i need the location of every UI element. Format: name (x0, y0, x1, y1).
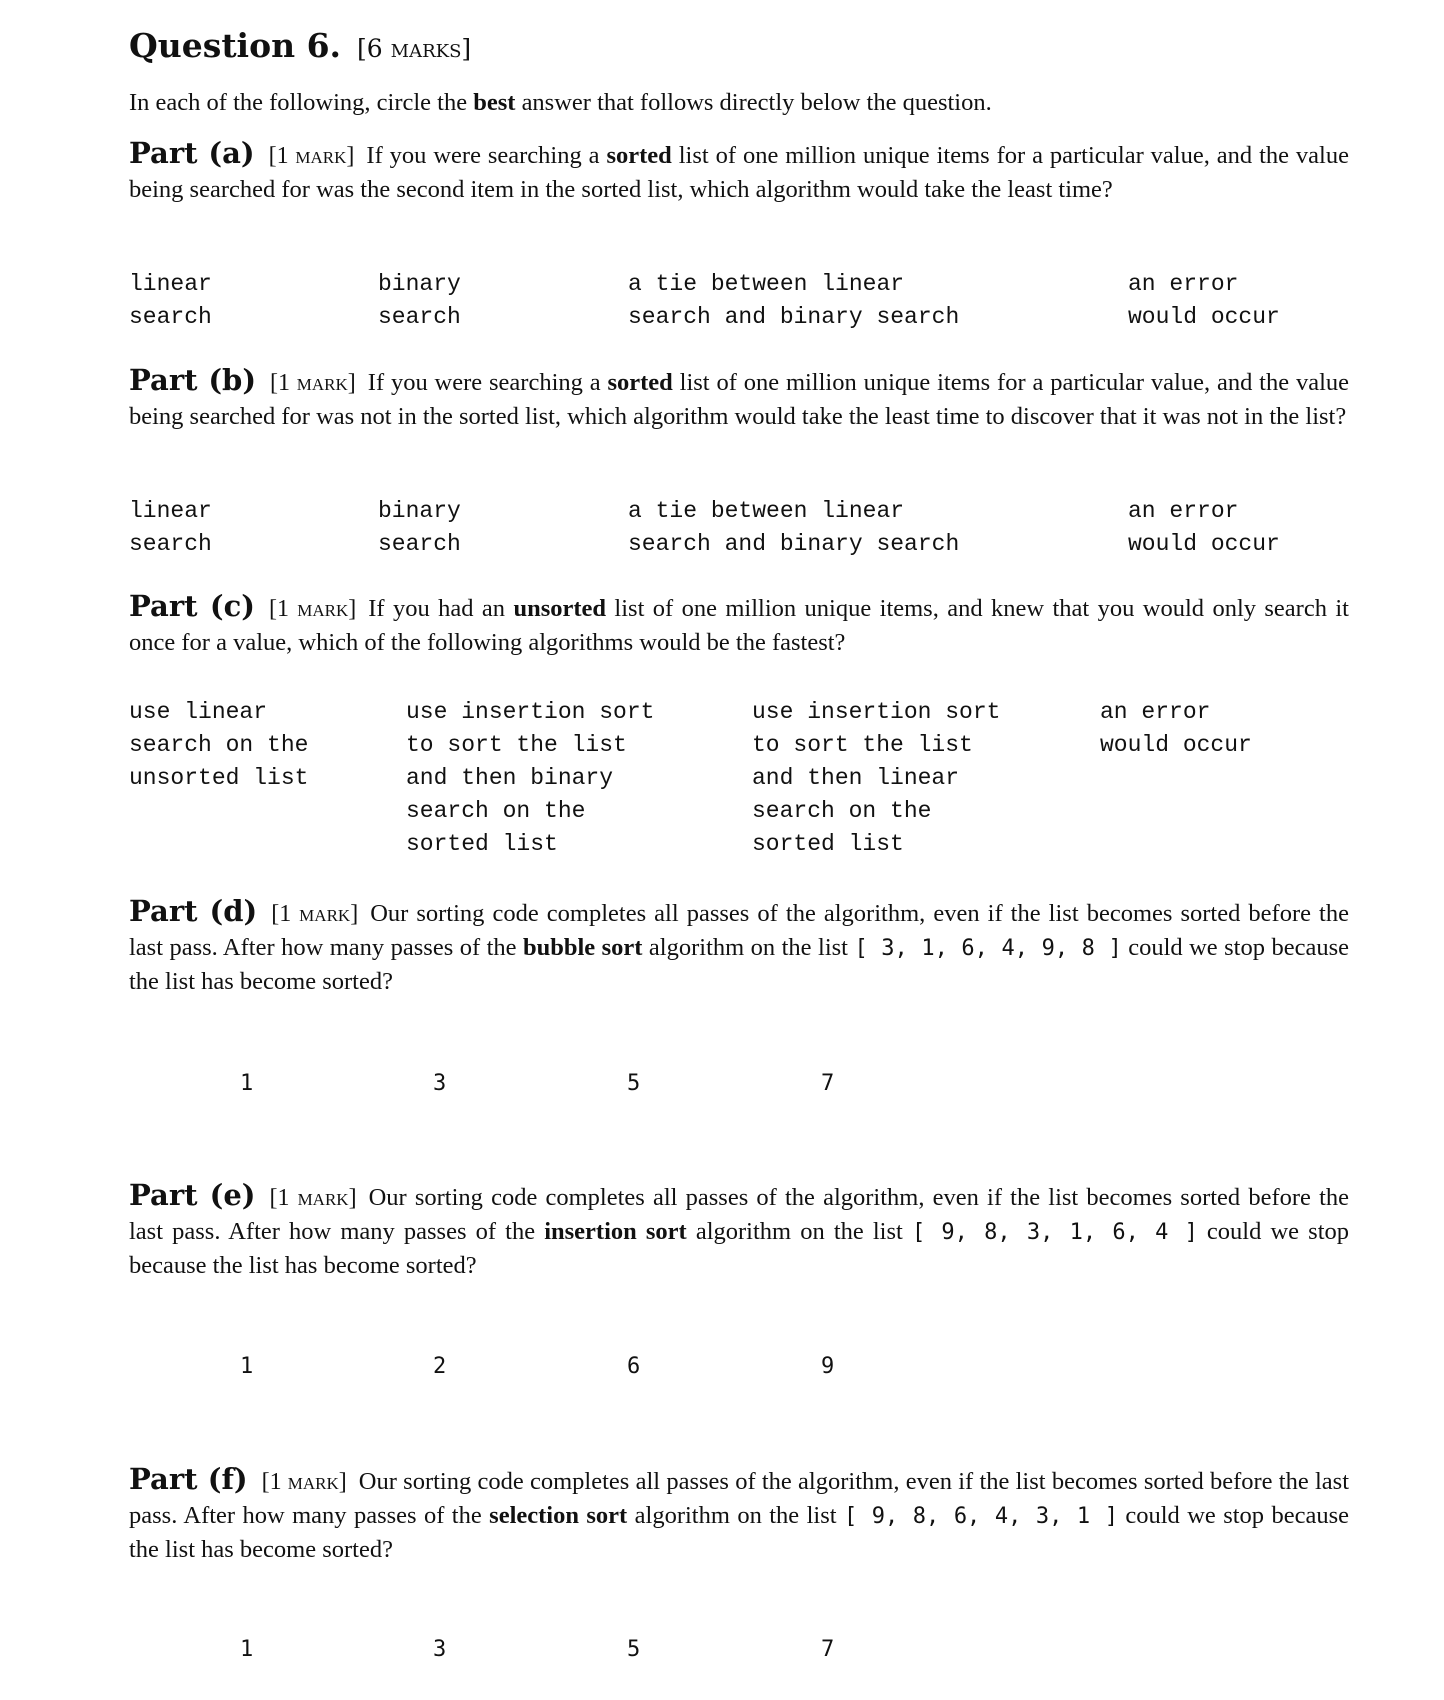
part-f-question: Part (f) [1 mark] Our sorting code completes all passes of the algorithm, even if the list becomes sorted before the last pass. After how many passes of the selection sort algorithm on the list [ 9, 8, 6, 4, 3, 1 ] could we stop because the list has become sorted? (129, 1462, 1350, 1563)
part-a-option-2[interactable]: binary search (378, 271, 461, 330)
part-b-option-3[interactable]: a tie between linear search and binary search (628, 498, 960, 557)
part-a-option-3[interactable]: a tie between linear search and binary search (628, 271, 960, 330)
part-c-option-1[interactable]: use linear search on the unsorted list (129, 699, 309, 791)
part-e-question: Part (e) [1 mark] Our sorting code completes all passes of the algorithm, even if the list becomes sorted before the last pass. After how many passes of the insertion sort algorithm on the list [ 9, 8, 3, 1, 6, 4 ] could we stop because the list has become sorted? (129, 1178, 1350, 1279)
part-e-option-2[interactable]: 2 (433, 1354, 447, 1379)
part-a-option-1[interactable]: linear search (129, 271, 212, 330)
part-b-option-4[interactable]: an error would occur (1128, 498, 1280, 557)
part-c-option-2[interactable]: use insertion sort to sort the list and then binary search on the sorted list (406, 699, 655, 857)
part-d-option-4[interactable]: 7 (821, 1071, 835, 1096)
part-a-label: Part (a) (129, 136, 255, 170)
part-d-list: [ 3, 1, 6, 4, 9, 8 ] (854, 936, 1122, 961)
part-d-question: Part (d) [1 mark] Our sorting code completes all passes of the algorithm, even if the list becomes sorted before the last pass. After how many passes of the bubble sort algorithm on the list [ 3, 1, 6, 4, 9, 8 ] could we stop because the list has become sorted? (129, 894, 1349, 995)
part-c-option-3[interactable]: use insertion sort to sort the list and then linear search on the sorted list (752, 699, 1001, 857)
part-c-question: Part (c) [1 mark] If you had an unsorted list of one million unique items, and knew that you would only search it once for a value, which of the following algorithms would be the fastest? (129, 589, 1349, 656)
part-e-label: Part (e) (129, 1178, 256, 1212)
part-e-option-1[interactable]: 1 (240, 1354, 254, 1379)
part-b-option-2[interactable]: binary search (378, 498, 461, 557)
part-d-label: Part (d) (129, 894, 258, 928)
question-title: Question 6. [6 marks] (129, 26, 472, 65)
part-b-option-1[interactable]: linear search (129, 498, 212, 557)
instructions: In each of the following, circle the best answer that follows directly below the question. (129, 89, 992, 116)
part-c-option-4[interactable]: an error would occur (1100, 699, 1252, 758)
question-marks: [6 marks] (357, 34, 472, 63)
part-d-option-1[interactable]: 1 (240, 1071, 254, 1096)
part-f-label: Part (f) (129, 1462, 248, 1496)
part-e-list: [ 9, 8, 3, 1, 6, 4 ] (911, 1220, 1198, 1245)
part-f-list: [ 9, 8, 6, 4, 3, 1 ] (843, 1504, 1118, 1529)
part-e-option-4[interactable]: 9 (821, 1354, 835, 1379)
part-a-question: Part (a) [1 mark] If you were searching a sorted list of one million unique items for a particular value, and the value being searched for was the second item in the sorted list, which algorithm would take the least time? (129, 136, 1349, 203)
part-e-option-3[interactable]: 6 (627, 1354, 641, 1379)
part-c-label: Part (c) (129, 589, 255, 623)
part-f-option-3[interactable]: 5 (627, 1637, 641, 1662)
part-b-question: Part (b) [1 mark] If you were searching a sorted list of one million unique items for a particular value, and the value being searched for was not in the sorted list, which algorithm would take the least time to discover that it was not in the list? (129, 363, 1350, 430)
part-d-option-3[interactable]: 5 (627, 1071, 641, 1096)
part-f-option-1[interactable]: 1 (240, 1637, 254, 1662)
part-d-option-2[interactable]: 3 (433, 1071, 447, 1096)
part-f-option-4[interactable]: 7 (821, 1637, 835, 1662)
part-f-option-2[interactable]: 3 (433, 1637, 447, 1662)
part-b-label: Part (b) (129, 363, 257, 397)
part-a-option-4[interactable]: an error would occur (1128, 271, 1280, 330)
